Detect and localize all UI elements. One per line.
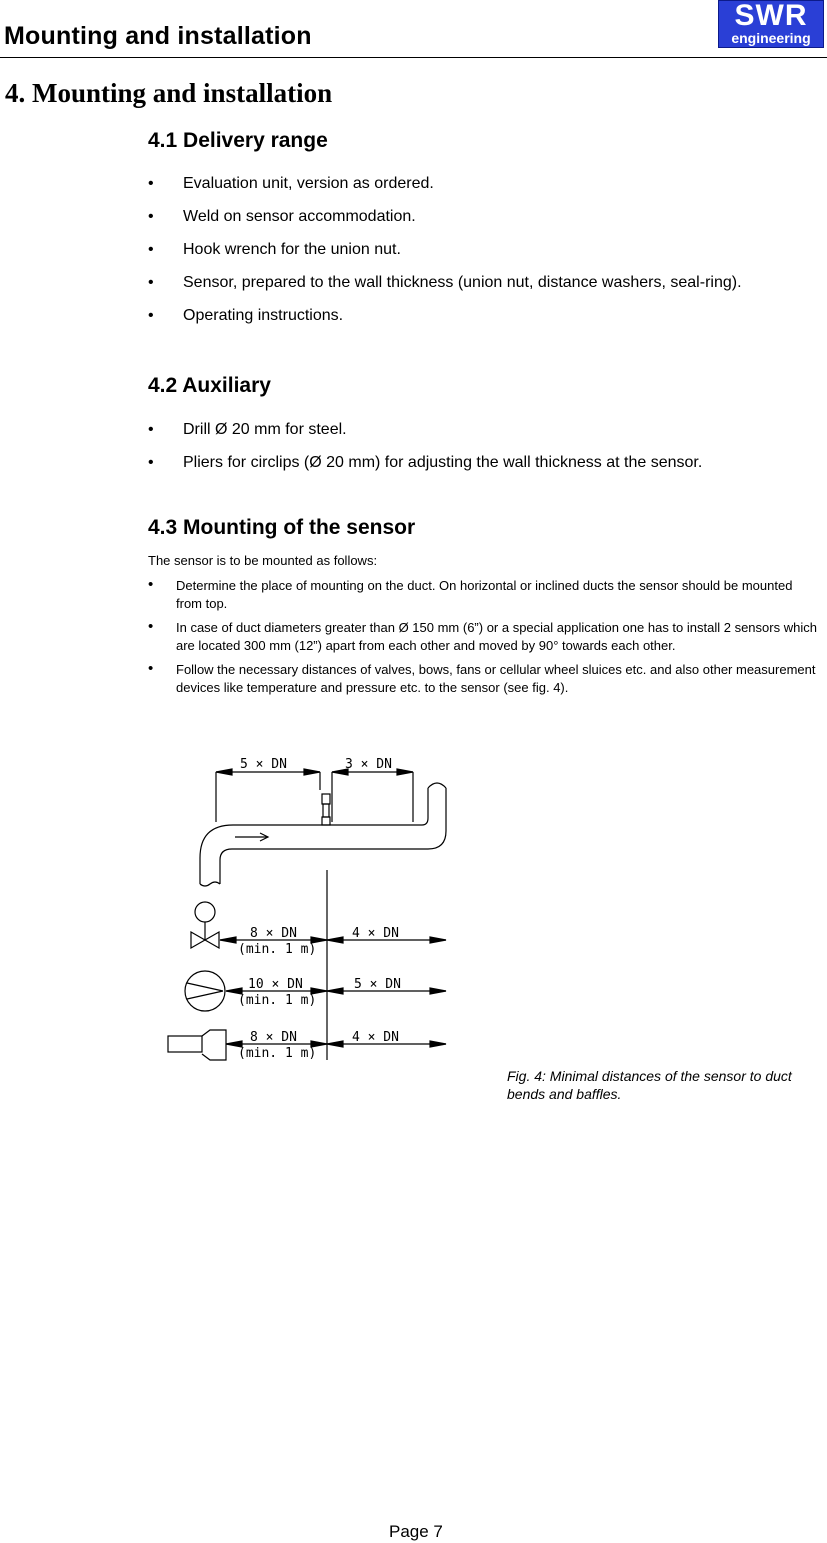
duct-start-cap [200,882,220,886]
bullet-icon: • [148,660,154,677]
list-item [148,421,702,454]
bullet-icon: • [148,241,154,258]
logo-text-engineering: engineering [731,30,811,46]
list-item [148,175,742,208]
arrow-head-icon [327,1041,343,1047]
swr-engineering-logo [718,0,824,48]
list-item-text: Operating instructions. [183,307,344,324]
bullet-icon: • [148,274,154,291]
list-item [148,661,818,697]
arrow-head-icon [216,769,232,775]
arrow-head-icon [430,988,446,994]
list-item [148,241,742,274]
list-item [148,307,742,340]
top-dimension-group [216,757,413,822]
auxiliary-list [148,421,702,487]
chapter-title: 4. Mounting and installation [5,78,333,108]
list-item-text: Evaluation unit, version as ordered. [183,175,434,192]
reducer-icon [202,1030,226,1060]
bullet-icon: • [148,175,154,192]
duct-lower-wall [220,788,446,884]
mounting-steps-list [148,577,818,703]
duct-upper-wall [200,788,428,884]
valve-row [191,902,446,957]
fan-row [185,971,446,1011]
label-valve-left-min: (min. 1 m) [238,942,317,957]
distance-diagram [160,748,460,1068]
section-title-delivery-range: 4.1 Delivery range [148,129,328,152]
arrow-head-icon [304,769,320,775]
list-item-text: Determine the place of mounting on the duct. On horizontal or inclined ducts the sensor should be mounted from top. [176,578,793,611]
list-item-text: Hook wrench for the union nut. [183,241,401,258]
arrow-head-icon [430,1041,446,1047]
header-divider [0,57,827,58]
bullet-icon: • [148,421,154,438]
label-reducer-left: 8 × DN [250,1030,297,1045]
label-fan-left: 10 × DN [248,977,303,992]
arrow-head-icon [327,937,343,943]
duct-pipe [200,783,446,886]
label-reducer-right: 4 × DN [352,1030,399,1045]
arrow-head-icon [397,769,413,775]
fan-icon [185,971,225,1011]
list-item-text: Drill Ø 20 mm for steel. [183,421,347,438]
list-item [148,577,818,613]
label-fan-right: 5 × DN [354,977,401,992]
list-item-text: Follow the necessary distances of valves, bows, fans or cellular wheel sluices etc. and also other measurement devices like temperature and pressure etc. to the sensor (see fig. 4). [176,662,816,695]
figure-minimal-distances [160,748,460,1073]
fan-blade-icon [187,983,223,991]
label-valve-right: 4 × DN [352,926,399,941]
mounting-intro-text: The sensor is to be mounted as follows: [148,553,378,568]
arrow-head-icon [430,937,446,943]
bullet-icon: • [148,307,154,324]
sensor-tip-icon [322,817,330,825]
sensor-symbol [322,794,330,825]
label-3dn: 3 × DN [345,757,392,772]
page-header-title: Mounting and installation [4,22,312,50]
arrow-head-icon [220,937,236,943]
logo-text-swr: SWR [734,0,808,32]
list-item [148,274,742,307]
list-item-text: In case of duct diameters greater than Ø 150 mm (6”) or a special application one has to install 2 sensors which are located 300 mm (12”) apart from each other and moved by 90° towards each other. [176,620,817,653]
label-reducer-left-min: (min. 1 m) [238,1046,317,1061]
bullet-icon: • [148,618,154,635]
list-item-text: Pliers for circlips (Ø 20 mm) for adjusting the wall thickness at the sensor. [183,454,703,471]
list-item [148,208,742,241]
list-item [148,454,702,487]
pipe-stub-icon [168,1036,202,1052]
section-title-auxiliary: 4.2 Auxiliary [148,374,271,397]
list-item [148,619,818,655]
list-item-text: Weld on sensor accommodation. [183,208,416,225]
page-number: Page 7 [389,1522,443,1541]
bullet-icon: • [148,208,154,225]
arrow-head-icon [327,988,343,994]
bullet-icon: • [148,454,154,471]
label-valve-left: 8 × DN [250,926,297,941]
sensor-body-icon [323,804,329,817]
delivery-range-list [148,175,742,340]
bullet-icon: • [148,576,154,593]
reducer-row [168,1030,446,1061]
section-title-mounting-sensor: 4.3 Mounting of the sensor [148,516,416,539]
sensor-head-icon [322,794,330,804]
figure-caption: Fig. 4: Minimal distances of the sensor to duct bends and baffles. [507,1068,792,1102]
duct-end-cap [428,783,446,788]
label-fan-left-min: (min. 1 m) [238,993,317,1008]
label-5dn: 5 × DN [240,757,287,772]
valve-actuator-icon [195,902,215,922]
list-item-text: Sensor, prepared to the wall thickness (union nut, distance washers, seal-ring). [183,274,742,291]
fan-blade-icon [187,991,223,999]
